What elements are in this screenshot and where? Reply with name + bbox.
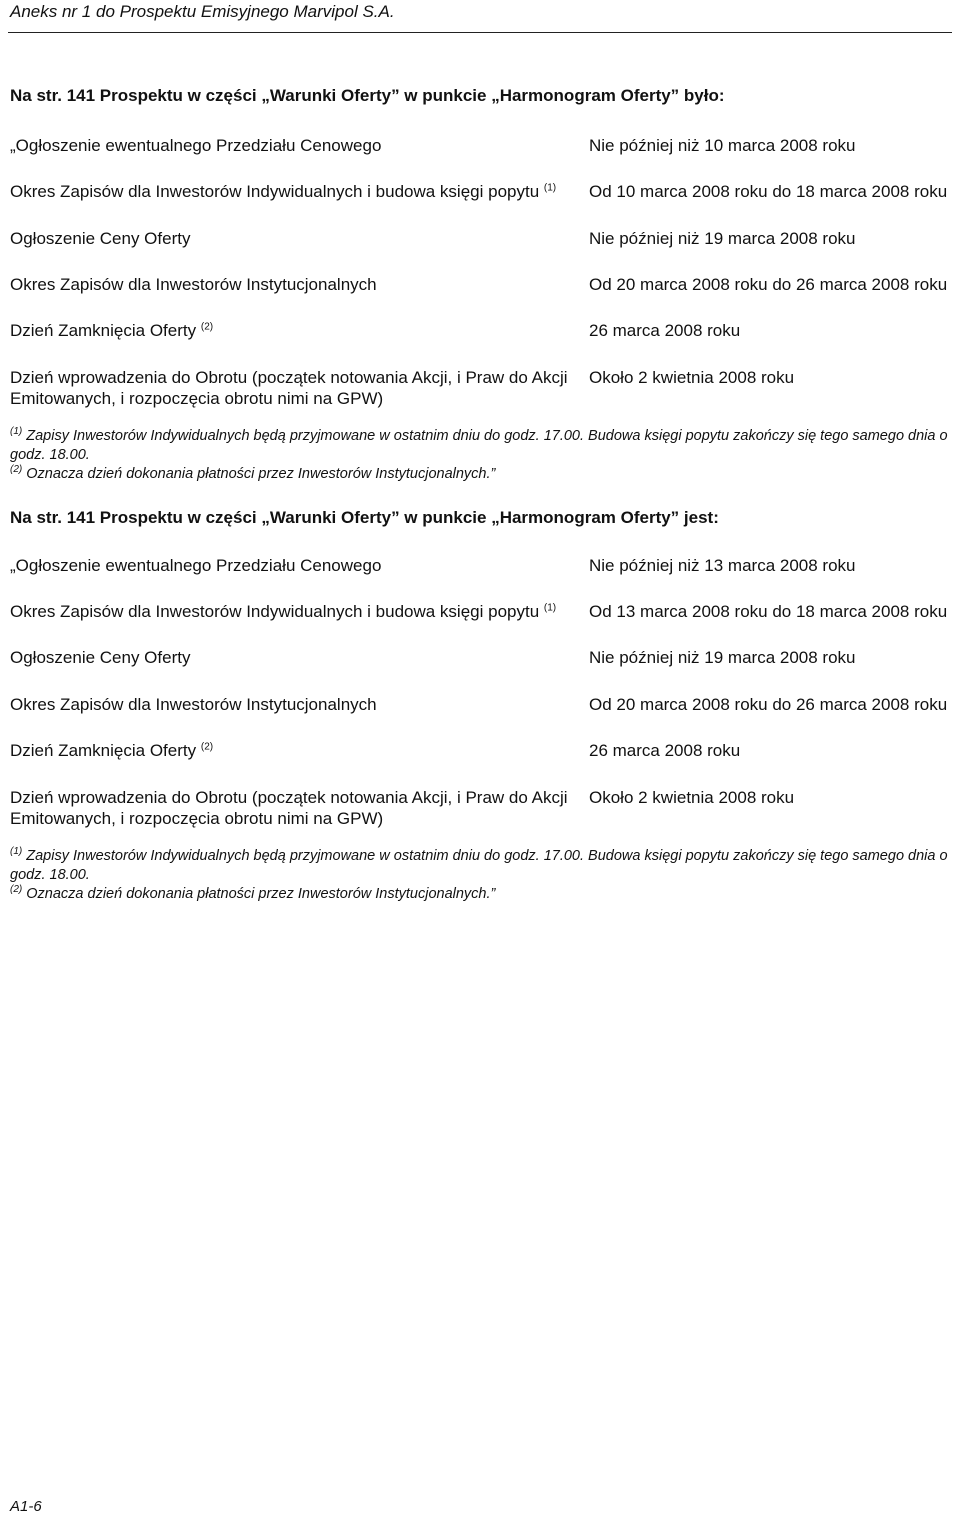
footnotes bbox=[10, 427, 950, 484]
footnote-mark: (1) bbox=[10, 846, 23, 858]
label-text: „Ogłoszenie ewentualnego Przedziału Cenowego bbox=[10, 136, 382, 155]
footnote-ref: (2) bbox=[200, 741, 214, 753]
schedule-date: Około 2 kwietnia 2008 roku bbox=[589, 788, 795, 807]
schedule-date: Nie później niż 19 marca 2008 roku bbox=[589, 229, 856, 248]
schedule-label bbox=[10, 181, 570, 202]
section-title: Na str. 141 Prospektu w części „Warunki Oferty” w punkcie „Harmonogram Oferty” było: bbox=[10, 86, 725, 105]
schedule-label bbox=[10, 367, 570, 409]
schedule-date: Od 13 marca 2008 roku do 18 marca 2008 roku bbox=[589, 602, 948, 621]
schedule-label bbox=[10, 320, 570, 341]
schedule-label bbox=[10, 228, 570, 249]
footnote-text: Oznacza dzień dokonania płatności przez Inwestorów Instytucjonalnych.” bbox=[26, 466, 496, 482]
footnote-mark: (2) bbox=[10, 884, 23, 896]
section-before bbox=[10, 85, 950, 482]
footnote bbox=[10, 465, 950, 484]
label-text: Okres Zapisów dla Inwestorów Instytucjonalnych bbox=[10, 275, 377, 294]
schedule-label bbox=[10, 555, 570, 576]
label-text: Okres Zapisów dla Inwestorów Indywidualnych i budowa księgi popytu bbox=[10, 602, 540, 621]
label-text: Ogłoszenie Ceny Oferty bbox=[10, 229, 191, 248]
header-divider bbox=[8, 32, 952, 33]
schedule-label bbox=[10, 135, 570, 156]
footnote-mark: (1) bbox=[10, 426, 23, 438]
section-title: Na str. 141 Prospektu w części „Warunki Oferty” w punkcie „Harmonogram Oferty” jest: bbox=[10, 508, 719, 527]
schedule-date: 26 marca 2008 roku bbox=[589, 321, 741, 340]
schedule-date: Od 20 marca 2008 roku do 26 marca 2008 roku bbox=[589, 275, 948, 294]
schedule-table bbox=[10, 107, 950, 407]
schedule-date: Nie później niż 19 marca 2008 roku bbox=[589, 648, 856, 667]
schedule-date: Około 2 kwietnia 2008 roku bbox=[589, 368, 795, 387]
label-text: Dzień wprowadzenia do Obrotu (początek notowania Akcji, i Praw do Akcji Emitowanych, i rozpoczęcia obrotu nimi na GPW) bbox=[10, 788, 568, 828]
footnote bbox=[10, 847, 950, 885]
schedule-date: Od 10 marca 2008 roku do 18 marca 2008 roku bbox=[589, 182, 948, 201]
footnote-text: Oznacza dzień dokonania płatności przez Inwestorów Instytucjonalnych.” bbox=[26, 886, 496, 902]
label-text: Okres Zapisów dla Inwestorów Instytucjonalnych bbox=[10, 695, 377, 714]
schedule-label bbox=[10, 787, 570, 829]
label-text: Dzień Zamknięcia Oferty bbox=[10, 321, 197, 340]
schedule-date: Nie później niż 13 marca 2008 roku bbox=[589, 556, 856, 575]
label-text: „Ogłoszenie ewentualnego Przedziału Cenowego bbox=[10, 556, 382, 575]
label-text: Okres Zapisów dla Inwestorów Indywidualnych i budowa księgi popytu bbox=[10, 182, 540, 201]
label-text: Dzień Zamknięcia Oferty bbox=[10, 741, 197, 760]
footnote bbox=[10, 427, 950, 465]
footnote-text: Zapisy Inwestorów Indywidualnych będą przyjmowane w ostatnim dniu do godz. 17.00. Budowa księgi popytu zakończy się tego samego dnia o godz. 18.00. bbox=[10, 428, 948, 463]
schedule-date: Od 20 marca 2008 roku do 26 marca 2008 roku bbox=[589, 695, 948, 714]
schedule-date: 26 marca 2008 roku bbox=[589, 741, 741, 760]
section-after bbox=[10, 507, 950, 902]
footnote bbox=[10, 885, 950, 904]
schedule-date: Nie później niż 10 marca 2008 roku bbox=[589, 136, 856, 155]
schedule-label bbox=[10, 274, 570, 295]
schedule-label bbox=[10, 647, 570, 668]
footnote-text: Zapisy Inwestorów Indywidualnych będą przyjmowane w ostatnim dniu do godz. 17.00. Budowa księgi popytu zakończy się tego samego dnia o godz. 18.00. bbox=[10, 848, 948, 883]
footnotes bbox=[10, 847, 950, 904]
schedule-table bbox=[10, 529, 950, 829]
label-text: Dzień wprowadzenia do Obrotu (początek notowania Akcji, i Praw do Akcji Emitowanych, i rozpoczęcia obrotu nimi na GPW) bbox=[10, 368, 568, 408]
schedule-label bbox=[10, 694, 570, 715]
footnote-ref: (1) bbox=[543, 602, 557, 614]
footnote-mark: (2) bbox=[10, 464, 23, 476]
schedule-label bbox=[10, 740, 570, 761]
footnote-ref: (2) bbox=[200, 321, 214, 333]
page-number: A1-6 bbox=[10, 1498, 42, 1515]
footnote-ref: (1) bbox=[543, 182, 557, 194]
document-header: Aneks nr 1 do Prospektu Emisyjnego Marvipol S.A. bbox=[10, 2, 395, 21]
schedule-label bbox=[10, 601, 570, 622]
label-text: Ogłoszenie Ceny Oferty bbox=[10, 648, 191, 667]
